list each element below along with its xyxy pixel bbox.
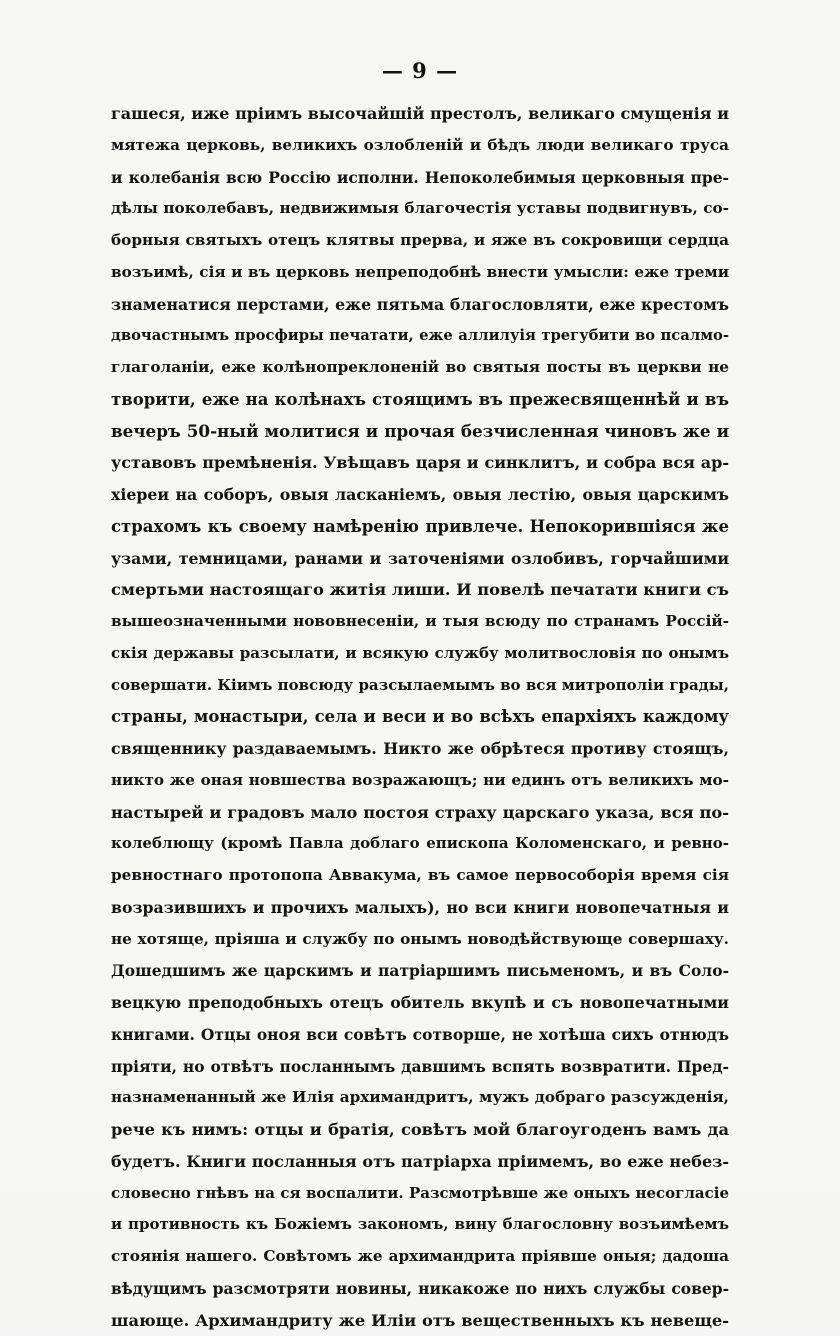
text-line: священнику раздаваемымъ. Никто же обрѣтеся противу стоящъ, [111, 733, 729, 765]
text-line: борныя святыхъ отецъ клятвы прерва, и яже въ сокровищи сердца [111, 225, 729, 257]
text-line: книгами. Отцы оноя вси совѣтъ сотворше, не хотѣша сихъ отнюдъ [111, 1019, 729, 1051]
text-line: смертьми настоящаго житія лиши. И повелѣ печатати книги съ [111, 574, 729, 606]
text-line: настырей и градовъ мало постоя страху царскаго указа, вся по- [111, 797, 729, 829]
text-line: страны, монастыри, села и веси и во всѣхъ епархіяхъ каждому [111, 701, 729, 733]
text-line: хіереи на соборъ, овыя ласканіемъ, овыя лестію, овыя царскимъ [111, 479, 729, 511]
text-line: и противность къ Божіемъ закономъ, вину благословну возъимѣемъ [111, 1209, 729, 1241]
page-number: — 9 — [0, 58, 840, 83]
text-line: гашеся, иже пріимъ высочайшій престолъ, великаго смущенія и [111, 98, 729, 130]
text-line: ревностнаго протопопа Аввакума, въ самое первособорія время сія [111, 860, 729, 892]
text-line: страхомъ къ своему намѣренію привлече. Непокорившіяся же [111, 511, 729, 543]
body-text [111, 98, 729, 1336]
text-line: Дошедшимъ же царскимъ и патріаршимъ письменомъ, и въ Соло- [111, 955, 729, 987]
text-line: вѣдущимъ разсмотряти новины, никакоже по нихъ службы совер- [111, 1273, 729, 1305]
text-line: и колебанія всю Россію исполни. Непоколебимыя церковныя пре- [111, 162, 729, 194]
text-line: творити, еже на колѣнахъ стоящимъ въ прежесвященнѣй и въ [111, 384, 729, 416]
text-line: вечеръ 50-ный молитися и прочая безчисленная чиновъ же и [111, 416, 729, 448]
text-line: назнаменанный же Илія архимандритъ, мужъ добраго разсужденія, [111, 1082, 729, 1114]
text-line: уставовъ премѣненія. Увѣщавъ царя и синклитъ, и собра вся ар- [111, 447, 729, 479]
text-line: будетъ. Книги посланныя отъ патріарха пріимемъ, во еже небез- [111, 1146, 729, 1178]
text-line: никто же оная новшества возражающъ; ни единъ отъ великихъ мо- [111, 765, 729, 797]
text-line: двочастнымъ просфиры печатати, еже аллилуія трегубити во псалмо- [111, 320, 729, 352]
text-line: возразившихъ и прочихъ малыхъ), но вси книги новопечатныя и [111, 892, 729, 924]
text-line: узами, темницами, ранами и заточеніями озлобивъ, горчайшими [111, 543, 729, 575]
text-line: не хотяще, пріяша и службу по онымъ новодѣйствующе совершаху. [111, 924, 729, 956]
text-line: знаменатися перстами, еже пятьма благословляти, еже крестомъ [111, 289, 729, 321]
text-line: рече къ нимъ: отцы и братія, совѣтъ мой благоугоденъ вамъ да [111, 1114, 729, 1146]
text-line: глаголаніи, еже колѣнопреклоненій во святыя посты въ церкви не [111, 352, 729, 384]
text-line: шающе. Архимандриту же Иліи отъ вещественныхъ къ невеще- [111, 1305, 729, 1336]
text-line: вышеозначенными нововнесеніи, и тыя всюду по странамъ Россій- [111, 606, 729, 638]
text-line: стоянія нашего. Совѣтомъ же архимандрита пріявше оныя; дадоша [111, 1241, 729, 1273]
text-line: дѣлы поколебавъ, недвижимыя благочестія уставы подвигнувъ, со- [111, 193, 729, 225]
text-line: скія державы разсылати, и всякую службу молитвословія по онымъ [111, 638, 729, 670]
text-line: возъимѣ, сія и въ церковь непреподобнѣ внести умысли: еже треми [111, 257, 729, 289]
text-line: совершати. Кіимъ повсюду разсылаемымъ во вся митрополіи грады, [111, 670, 729, 702]
text-line: пріяти, но отвѣтъ посланнымъ давшимъ вспять возвратити. Пред- [111, 1051, 729, 1083]
text-line: мятежа церковь, великихъ озлобленій и бѣдъ люди великаго труса [111, 130, 729, 162]
text-line: вецкую преподобныхъ отецъ обитель вкупѣ и съ новопечатными [111, 987, 729, 1019]
text-line: словесно гнѣвъ на ся воспалити. Разсмотрѣвше же оныхъ несогласіе [111, 1178, 729, 1210]
text-line: колеблющу (кромѣ Павла доблаго епископа Коломенскаго, и ревно- [111, 828, 729, 860]
